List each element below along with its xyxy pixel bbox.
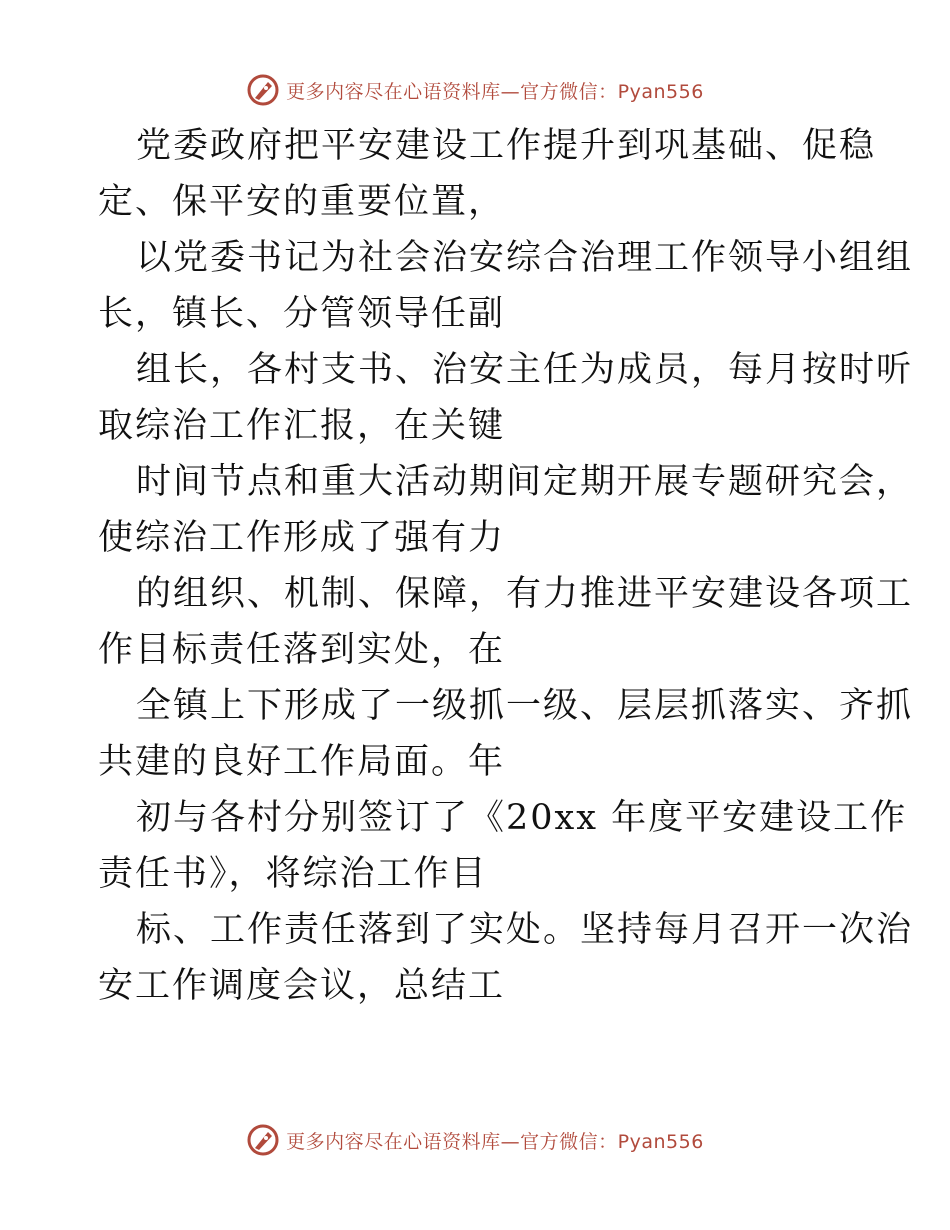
- header-banner-text: 更多内容尽在心语资料库—官方微信：Pyan556: [286, 80, 704, 103]
- text-line: 时间节点和重大活动期间定期开展专题研究会，: [136, 462, 914, 502]
- text-line: 责任书》，将综治工作目: [98, 854, 488, 894]
- text-line: 标、工作责任落到了实处。坚持每月召开一次治: [136, 910, 914, 950]
- text-line: 党委政府把平安建设工作提升到巩基础、促稳: [136, 126, 877, 166]
- text-line: 取综治工作汇报，在关键: [98, 406, 506, 446]
- text-line: 定、保平安的重要位置，: [98, 182, 506, 222]
- text-line: 全镇上下形成了一级抓一级、层层抓落实、齐抓: [136, 686, 914, 726]
- pen-nib-circle-icon: [246, 1123, 280, 1157]
- text-line: 安工作调度会议，总结工: [98, 966, 506, 1006]
- text-line: 共建的良好工作局面。年: [98, 742, 506, 782]
- text-line: 作目标责任落到实处，在: [98, 630, 506, 670]
- footer-banner: [0, 1120, 950, 1160]
- text-line: 长，镇长、分管领导任副: [98, 294, 506, 334]
- text-line: 以党委书记为社会治安综合治理工作领导小组组: [136, 238, 914, 278]
- document-body: [98, 118, 914, 1014]
- header-banner: [0, 70, 950, 110]
- pen-nib-circle-icon: [246, 73, 280, 107]
- text-line: 的组织、机制、保障，有力推进平安建设各项工: [136, 574, 914, 614]
- footer-banner-text: 更多内容尽在心语资料库—官方微信：Pyan556: [286, 1130, 704, 1153]
- text-line: 组长，各村支书、治安主任为成员，每月按时听: [136, 350, 914, 390]
- text-line: 初与各村分别签订了《20xx 年度平安建设工作: [136, 798, 908, 838]
- text-line: 使综治工作形成了强有力: [98, 518, 506, 558]
